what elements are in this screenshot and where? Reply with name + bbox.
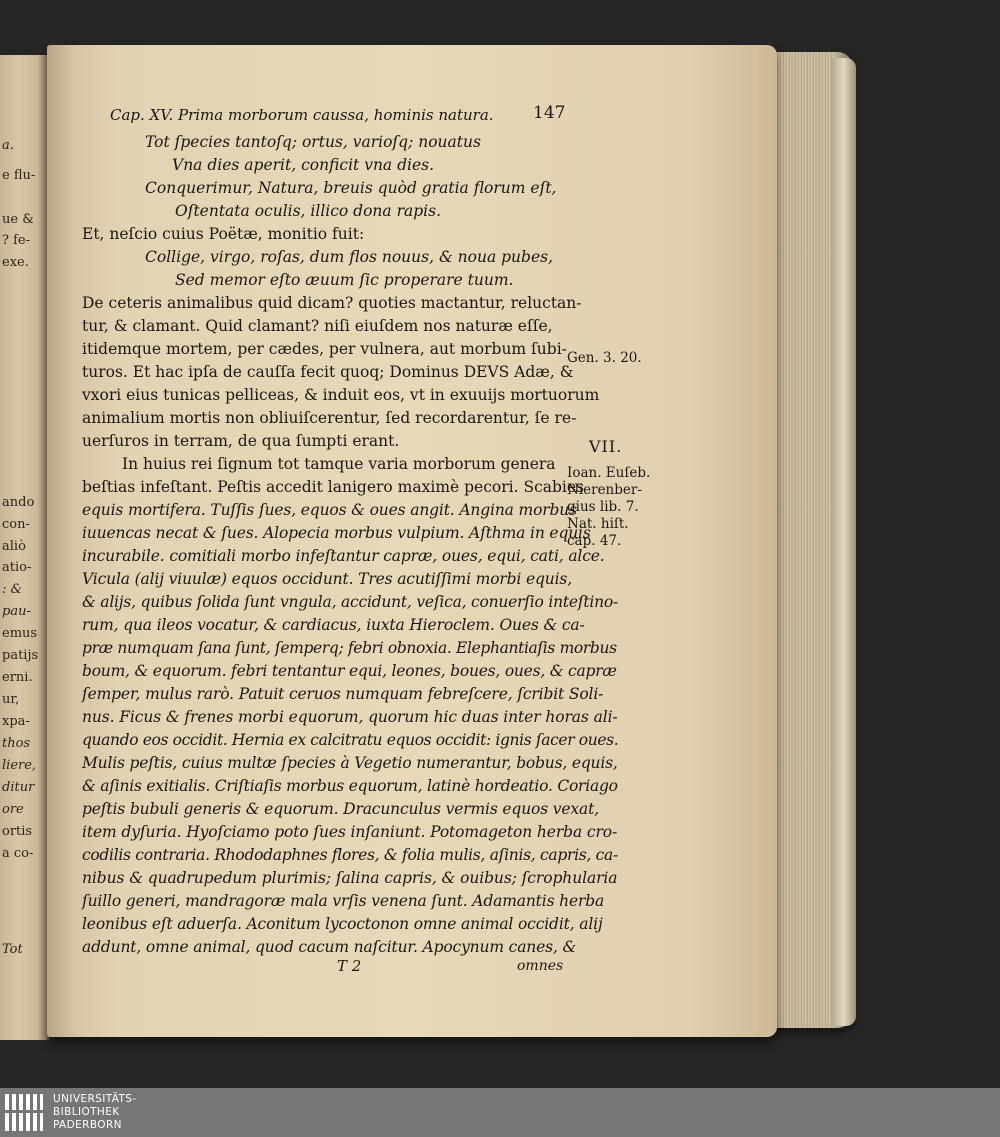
left-page-fragment: a co- [2,846,34,861]
left-page-fragment: e flu- [2,168,36,183]
footer-bar [0,1088,1000,1137]
body-text-line: Collige, virgo, roſas, dum flos nouus, & noua pubes, [145,248,554,266]
body-text-line: In huius rei ſignum tot tamque varia morborum genera [122,455,556,473]
left-page-fragment: Tot [2,942,23,957]
left-page [0,55,49,1040]
body-text-line: nibus & quadrupedum plurimis; ſalina capris, & ouibus; ſcrophularia [82,869,618,887]
body-text-line: vxori eius tunicas pelliceas, & induit eos, vt in exuuijs mortuorum [82,386,600,404]
left-page-fragment: ue & [2,212,34,227]
body-text-line: Vna dies aperit, conficit vna dies. [172,156,435,174]
body-text-line: Et, neſcio cuius Poëtæ, monitio fuit: [82,225,365,243]
left-page-fragment: : & [2,582,23,597]
margin-note-gen: Gen. 3. 20. [567,350,642,366]
body-text-line: Tot ſpecies tantoſq; ortus, varioſq; nouatus [145,133,481,151]
body-text-line: Conquerimur, Natura, breuis quòd gratia florum eſt, [145,179,557,197]
body-text-line: codilis contraria. Rhododaphnes flores, & folia mulis, aſinis, capris, ca- [82,846,618,864]
body-text-line: leonibus eſt aduerſa. Aconitum lycoctonon omne animal occidit, alij [82,915,603,933]
margin-source-line: Nierenber- [567,482,642,498]
body-text-line: beſtias infeſtant. Peſtis accedit lanigero maximè pecori. Scabies [82,478,584,496]
body-text-line: itidemque mortem, per cædes, per vulnera, aut morbum ſubi- [82,340,567,358]
signature-mark: T 2 [337,957,362,975]
body-text-line: item dyſuria. Hyoſciamo poto ſues inſaniunt. Potomageton herba cro- [82,823,618,841]
margin-source-line: cap. 47. [567,533,622,549]
left-page-fragment: ore [2,802,24,817]
body-text-line: & aſinis exitialis. Criſtiaſis morbus equorum, latinè hordeatio. Coriago [82,777,618,795]
left-page-fragment: ortis [2,824,33,839]
left-page-fragment: patijs [2,648,39,663]
right-page [47,45,777,1037]
body-text-line: Vicula (alij viuulæ) equos occidunt. Tres acutiſſimi morbi equis, [82,570,573,588]
left-page-fragment: pau- [2,604,31,619]
catchword: omnes [517,958,564,974]
left-page-fragment: emus [2,626,38,641]
body-text-line: equis mortifera. Tuſſis ſues, equos & oues angit. Angina morbus [82,501,577,519]
body-text-line: boum, & equorum. febri tentantur equi, leones, boues, oues, & capræ [82,662,617,680]
left-page-fragment: aliò [2,539,26,554]
institution-name [53,1093,137,1132]
body-text-line: animalium mortis non obliuiſcerentur, ſed recordarentur, ſe re- [82,409,577,427]
margin-source-line: gius lib. 7. [567,499,639,515]
library-logo-icon [4,1092,44,1133]
left-page-fragment: ? fe- [2,233,30,248]
body-text-line: De ceteris animalibus quid dicam? quoties mactantur, reluctan- [82,294,582,312]
body-text-line: nus. Ficus & frenes morbi equorum, quorum hic duas inter horas ali- [82,708,618,726]
left-page-fragment: exe. [2,255,29,270]
body-text-line: addunt, omne animal, quod cacum naſcitur. Apocynum canes, & [82,938,577,956]
body-text-line: peſtis bubuli generis & equorum. Dracunculus vermis equos vexat, [82,800,599,818]
body-text-line: incurabile. comitiali morbo infeſtantur capræ, oues, equi, cati, alce. [82,547,605,565]
body-text-line: & alijs, quibus ſolida ſunt vngula, accidunt, veſica, conuerſio inteſtino- [82,593,619,611]
book-cover-edge [832,58,856,1026]
body-text-line: ſemper, mulus rarò. Patuit ceruos numquam febreſcere, ſcribit Soli- [82,685,604,703]
left-page-fragment: ando [2,495,35,510]
body-text-line: uerſuros in terram, de qua ſumpti erant. [82,432,400,450]
body-text-line: præ numquam ſana ſunt, ſemperq; febri obnoxia. Elephantiaſis morbus [82,639,617,657]
body-text-line: rum, qua ileos vocatur, & cardiacus, iuxta Hieroclem. Oues & ca- [82,616,585,634]
margin-source-line: Nat. hiſt. [567,516,629,532]
left-page-fragment: thos [2,736,31,751]
body-text-line: quando eos occidit. Hernia ex calcitratu equos occidit: ignis ſacer oues. [82,731,619,749]
body-text-line: Mulis peſtis, cuius multæ ſpecies à Vegetio numerantur, bobus, equis, [82,754,618,772]
body-text-line: iuuencas necat & ſues. Alopecia morbus vulpium. Aſthma in equis [82,524,591,542]
institution-line: BIBLIOTHEK [53,1106,120,1118]
body-text-line: Sed memor eſto æuum ſic properare tuum. [175,271,514,289]
body-text-line: Oſtentata oculis, illico dona rapis. [175,202,441,220]
margin-source-line: Ioan. Euſeb. [567,465,651,481]
institution-line: UNIVERSITÄTS- [53,1093,137,1105]
left-page-fragment: ditur [2,780,35,795]
margin-section-number: VII. [589,437,623,456]
left-page-fragment: con- [2,517,30,532]
left-page-fragment: liere, [2,758,37,773]
body-text-line: tur, & clamant. Quid clamant? niſi eiuſdem nos naturæ eſſe, [82,317,553,335]
left-page-fragment: ur, [2,692,20,707]
running-head: Cap. XV. Prima morborum caussa, hominis natura. [110,106,494,124]
left-page-fragment: erni. [2,670,33,685]
left-page-fragment: a. [2,138,14,153]
body-text-line: ſuillo generi, mandragoræ mala vrſis venena ſunt. Adamantis herba [82,892,605,910]
left-page-fragment: atio- [2,560,32,575]
page-number: 147 [533,103,566,123]
institution-line: PADERBORN [53,1119,122,1131]
left-page-fragment: xpa- [2,714,30,729]
body-text-line: turos. Et hac ipſa de cauſſa fecit quoq; Dominus DEVS Adæ, & [82,363,574,381]
